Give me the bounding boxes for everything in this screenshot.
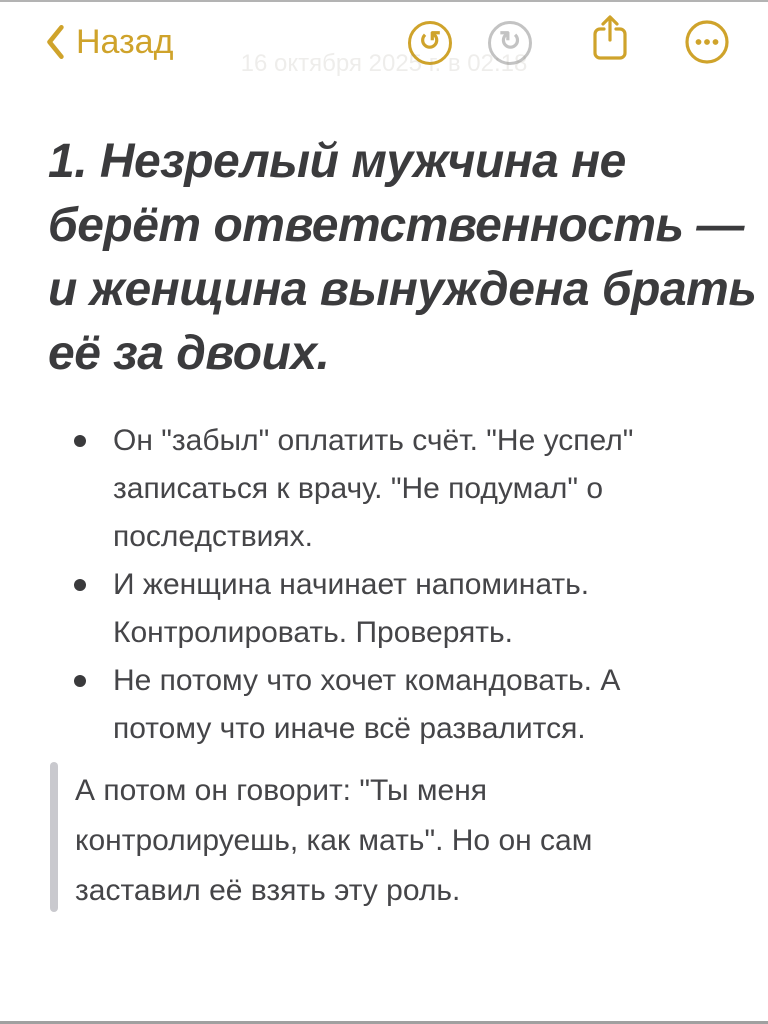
quote-block <box>50 758 690 916</box>
note-date: 16 октября 2025 г. в 02:18 <box>240 50 528 77</box>
back-button-label: Назад <box>76 23 174 61</box>
bullet-dot-icon <box>74 435 86 447</box>
quote-bar <box>50 762 58 912</box>
list-item <box>48 657 676 753</box>
list-item-text: И женщина начинает напоминать. Контролировать. Проверять. <box>113 568 590 649</box>
list-item <box>48 417 676 561</box>
bullet-dot-icon <box>74 675 86 687</box>
list-item <box>48 561 676 657</box>
list-item-text: Не потому что хочет командовать. А потому что иначе всё развалится. <box>113 664 621 745</box>
bullet-dot-icon <box>74 579 86 591</box>
note-title: 1. Незрелый мужчина не берёт ответственность — и женщина вынуждена брать её за двоих. <box>48 135 757 381</box>
undo-icon: ↺ <box>408 21 452 65</box>
bullet-list <box>48 417 676 753</box>
quote-text: А потом он говорит: "Ты меня контролируешь, как мать". Но он сам заставил её взять эту роль. <box>75 774 593 907</box>
list-item-text: Он "забыл" оплатить счёт. "Не успел" записаться к врачу. "Не подумал" о последствиях. <box>113 424 634 553</box>
redo-icon: ↻ <box>488 21 532 65</box>
